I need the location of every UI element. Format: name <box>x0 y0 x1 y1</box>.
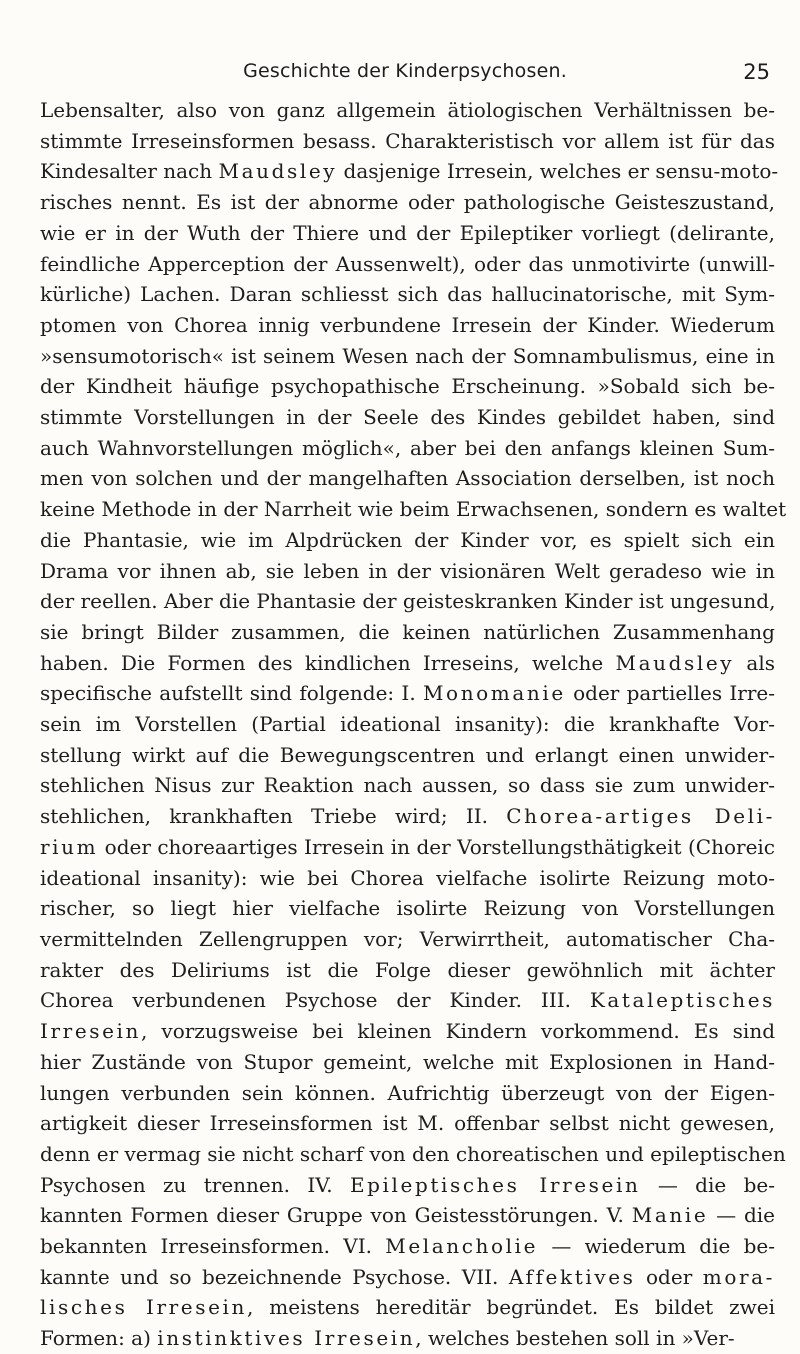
spaced-emphasis: rium <box>40 834 99 859</box>
spaced-emphasis: Kataleptisches <box>589 988 775 1013</box>
text-run: bekannten Irreseinsformen. VI. <box>40 1234 386 1259</box>
text-run: oder choreaartiges Irresein in der Vorstellungsthätigkeit (Choreic <box>98 834 775 859</box>
running-head: Geschichte der Kinderpsychosen. <box>243 60 567 82</box>
text-line <box>40 1200 775 1231</box>
body-text <box>40 95 787 1354</box>
text-line <box>40 924 775 955</box>
text-line <box>40 740 775 771</box>
spaced-emphasis: Chorea-artiges Deli- <box>506 804 775 829</box>
text-run: stehlichen, krankhaften Triebe wird; II. <box>40 804 507 829</box>
text-run: lungen verbunden sein können. Aufrichtig überzeugt von der Eigen- <box>40 1080 775 1105</box>
text-line <box>40 156 779 187</box>
text-run: haben. Die Formen des kindlichen Irreseins, welche <box>40 650 616 675</box>
text-line <box>40 709 775 740</box>
text-run: der reellen. Aber die Phantasie der geisteskranken Kinder ist ungesund, <box>40 589 776 614</box>
text-line <box>40 955 775 986</box>
text-line <box>40 1170 775 1201</box>
text-run: risches nennt. Es ist der abnorme oder pathologische Geisteszustand, <box>40 190 775 215</box>
text-line <box>40 1016 775 1047</box>
text-line <box>40 1323 775 1354</box>
text-line <box>40 1139 786 1170</box>
text-run: Chorea verbundenen Psychose der Kinder. III. <box>40 988 590 1013</box>
text-line <box>40 279 775 310</box>
spaced-emphasis: Irresein <box>40 1019 142 1044</box>
text-run: Drama vor ihnen ab, sie leben in der visionären Welt geradeso wie in <box>40 558 775 583</box>
page-header <box>40 60 770 90</box>
text-run: artigkeit dieser Irreseinsformen ist M. offenbar selbst nicht gewesen, <box>40 1111 775 1136</box>
text-run: — wiederum die be- <box>538 1234 775 1259</box>
text-line <box>40 678 775 709</box>
text-run: stellung wirkt auf die Bewegungscentren und erlangt einen unwider- <box>40 742 775 767</box>
text-run: keine Methode in der Narrheit wie beim Erwachsenen, sondern es waltet <box>40 497 787 522</box>
text-run: — die be- <box>640 1172 775 1197</box>
text-line <box>40 1292 775 1323</box>
text-line <box>40 463 775 494</box>
text-run: auch Wahnvorstellungen möglich«, aber bei den anfangs kleinen Sum- <box>40 435 775 460</box>
text-run: oder <box>635 1264 703 1289</box>
text-run: sein im Vorstellen (Partial ideational insanity): die krankhafte Vor- <box>40 712 775 737</box>
spaced-emphasis: mora- <box>702 1264 775 1289</box>
text-run: kannte und so bezeichnende Psychose. VII. <box>40 1264 509 1289</box>
text-run: stimmte Irreseinsformen besass. Charakteristisch vor allem ist für das <box>40 128 775 153</box>
text-line <box>40 1262 775 1293</box>
text-run: die Phantasie, wie im Alpdrücken der Kinder vor, es spielt sich ein <box>40 527 775 552</box>
text-run: sie bringt Bilder zusammen, die keinen natürlichen Zusammenhang <box>40 619 775 644</box>
text-line <box>40 371 775 402</box>
text-line <box>40 1078 775 1109</box>
text-line <box>40 801 775 832</box>
text-run: wie er in der Wuth der Thiere und der Epileptiker vorliegt (delirante, <box>40 220 775 245</box>
text-line <box>40 985 775 1016</box>
text-run: »sensumotorisch« ist seinem Wesen nach der Somnambulismus, eine in <box>40 343 775 368</box>
text-run: als <box>734 650 775 675</box>
text-run: Psychosen zu trennen. IV. <box>40 1172 350 1197</box>
text-run: oder partielles Irre- <box>565 681 775 706</box>
text-run: , vorzugsweise bei kleinen Kindern vorkommend. Es sind <box>141 1019 775 1044</box>
text-run: specifische aufstellt sind folgende: I. <box>40 681 423 706</box>
text-run: Kindesalter nach <box>40 159 219 184</box>
text-run: rischer, so liegt hier vielfache isolirte Reizung von Vorstellungen <box>40 896 775 921</box>
text-line <box>40 770 775 801</box>
text-run: Lebensalter, also von ganz allgemein ätiologischen Verhältnissen be- <box>40 98 775 122</box>
text-line <box>40 494 787 525</box>
text-run: kannten Formen dieser Gruppe von Geistesstörungen. V. <box>40 1203 632 1228</box>
text-run: dasjenige Irresein, welches er sensu-moto- <box>337 159 779 184</box>
text-run: vermittelnden Zellengruppen vor; Verwirrtheit, automatischer Cha- <box>40 926 775 951</box>
text-line <box>40 126 775 157</box>
text-line <box>40 218 775 249</box>
text-line <box>40 1108 775 1139</box>
spaced-emphasis: Maudsley <box>615 650 735 675</box>
text-run: , meistens hereditär begründet. Es bildet zwei <box>247 1295 775 1320</box>
text-line <box>40 586 775 617</box>
text-line <box>40 249 775 280</box>
spaced-emphasis: Manie <box>631 1203 709 1228</box>
text-line <box>40 341 775 372</box>
text-line <box>40 863 775 894</box>
text-run: men von solchen und der mangelhaften Association derselben, ist noch <box>40 466 775 491</box>
text-run: — die <box>708 1203 776 1228</box>
spaced-emphasis: lisches Irresein <box>40 1295 247 1320</box>
spaced-emphasis: Maudsley <box>218 159 338 184</box>
text-run: rakter des Deliriums ist die Folge dieser gewöhnlich mit ächter <box>40 957 775 982</box>
page-number: 25 <box>743 60 770 84</box>
text-run: ideational insanity): wie bei Chorea vielfache isolirte Reizung moto- <box>40 865 775 890</box>
text-run: der Kindheit häufige psychopathische Erscheinung. »Sobald sich be- <box>40 374 775 399</box>
text-run: ptomen von Chorea innig verbundene Irresein der Kinder. Wiederum <box>40 312 775 337</box>
text-run: feindliche Apperception der Aussenwelt), oder das unmotivirte (unwill- <box>40 251 775 276</box>
text-run: Formen: a) <box>40 1326 158 1351</box>
text-run: denn er vermag sie nicht scharf von den choreatischen und epileptischen <box>40 1141 786 1166</box>
text-run: , welches bestehen soll in »Ver- <box>415 1326 735 1351</box>
text-line <box>40 187 775 218</box>
text-line <box>40 95 775 126</box>
text-line <box>40 556 775 587</box>
text-line <box>40 1231 775 1262</box>
spaced-emphasis: Affektives <box>508 1264 636 1289</box>
text-line <box>40 525 775 556</box>
text-run: hier Zustände von Stupor gemeint, welche mit Explosionen in Hand- <box>40 1049 775 1074</box>
text-run: stehlichen Nisus zur Reaktion nach aussen, so dass sie zum unwider- <box>40 773 775 798</box>
text-line <box>40 402 775 433</box>
text-line <box>40 832 775 863</box>
text-line <box>40 1047 775 1078</box>
spaced-emphasis: instinktives Irresein <box>157 1326 416 1351</box>
spaced-emphasis: Monomanie <box>422 681 566 706</box>
text-line <box>40 893 775 924</box>
spaced-emphasis: Melancholie <box>385 1234 539 1259</box>
spaced-emphasis: Epileptisches Irresein <box>349 1172 641 1197</box>
text-line <box>40 433 775 464</box>
text-run: kürliche) Lachen. Daran schliesst sich das hallucinatorische, mit Sym- <box>40 282 775 307</box>
text-run: stimmte Vorstellungen in der Seele des Kindes gebildet haben, sind <box>40 405 775 430</box>
text-line <box>40 648 775 679</box>
text-line <box>40 617 775 648</box>
text-line <box>40 310 775 341</box>
